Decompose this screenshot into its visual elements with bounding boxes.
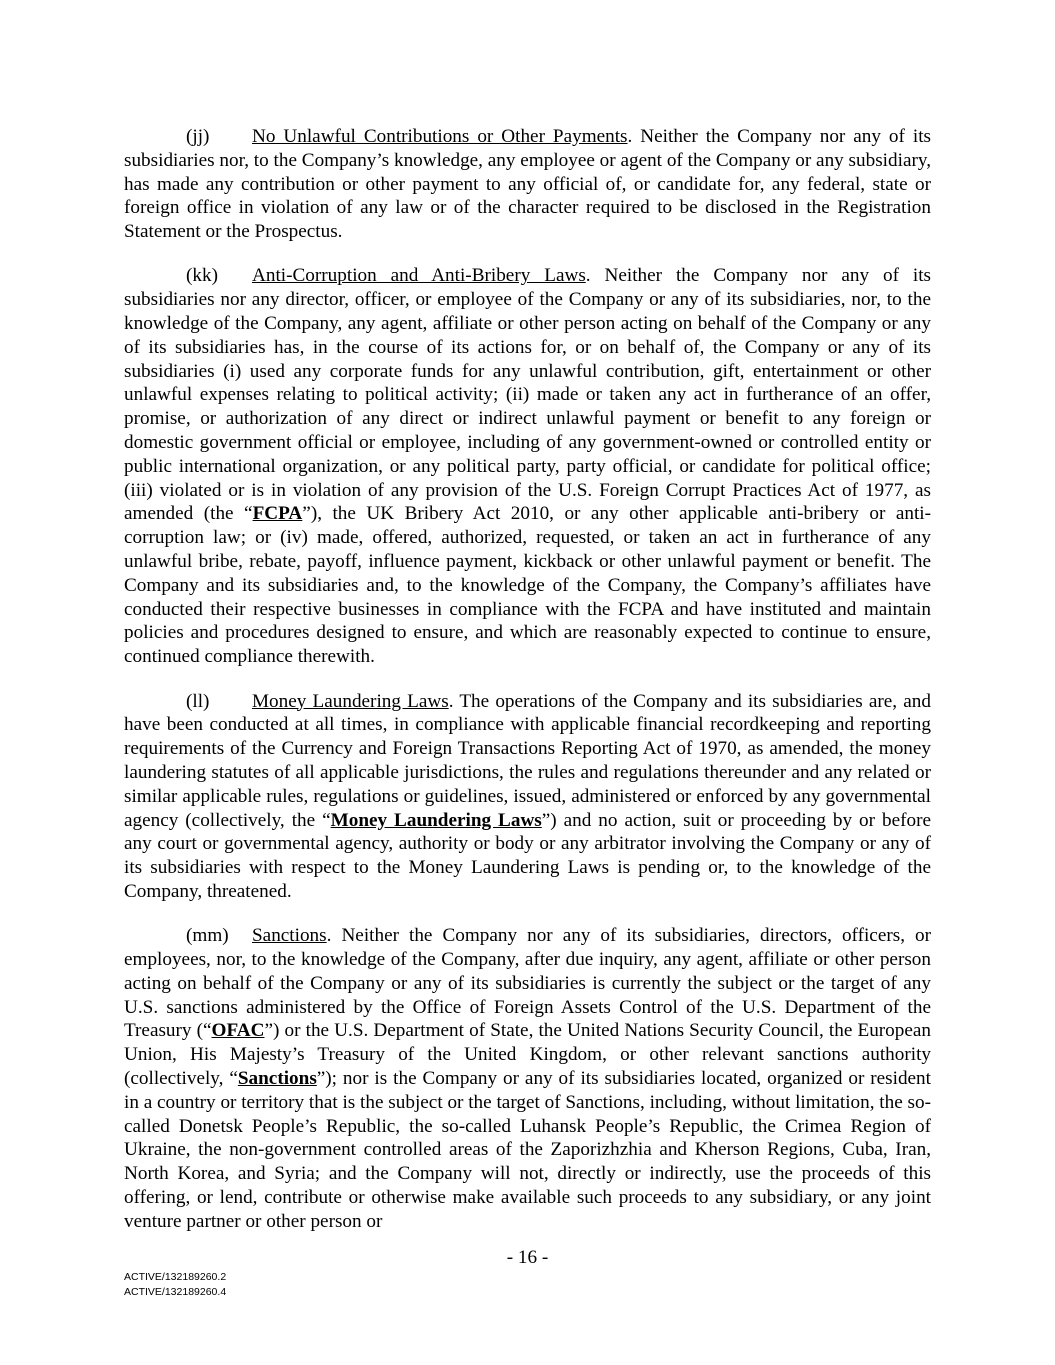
paragraph-heading: Anti-Corruption and Anti-Bribery Laws	[252, 265, 586, 287]
paragraph-kk	[124, 264, 931, 669]
paragraph-text: ”), the UK Bribery Act 2010, or any other applicable anti-bribery or anti-corruption law; or (iv) made, offered, authorized, requested, or taken an act in furtherance of any unlawful bribe, rebate, payoff, influence payment, kickback or other unlawful payment or benefit. The Company and its subsidiaries and, to the knowledge of the Company, the Company’s affiliates have conducted their respective businesses in compliance with the FCPA and have instituted and maintain policies and procedures designed to ensure, and which are reasonably expected to continue to ensure, continued compliance therewith.	[124, 503, 931, 668]
paragraph-number: (kk)	[186, 265, 218, 287]
paragraph-text: . Neither the Company nor any of its subsidiaries, directors, officers, or employees, nor, to the knowledge of the Company, after due inquiry, any agent, affiliate or other person acting on behalf of the Company or any of its subsidiaries is currently the subject or the target of any U.S. sanctions administered by the Office of Foreign Assets Control of the U.S. Department of the Treasury (“	[124, 925, 931, 1042]
document-body	[124, 125, 931, 1254]
paragraph-jj	[124, 125, 931, 244]
paragraph-text: . Neither the Company nor any of its subsidiaries nor, to the Company’s knowledge, any employee or agent of the Company or any subsidiary, has made any contribution or other payment to any official of, or candidate for, any federal, state or foreign office in violation of any law or of the character required to be disclosed in the Registration Statement or the Prospectus.	[124, 126, 932, 243]
defined-term-money-laundering-laws: Money Laundering Laws	[330, 809, 542, 831]
document-id: ACTIVE/132189260.4	[124, 1286, 227, 1298]
paragraph-mm	[124, 924, 931, 1233]
paragraph-heading: Sanctions	[252, 925, 327, 947]
paragraph-text: ”); nor is the Company or any of its subsidiaries located, organized or resident in a country or territory that is the subject or the target of Sanctions, including, without limitation, the so-called Donetsk People’s Republic, the so-called Luhansk People’s Republic, the Crimea Region of Ukraine, the non-government controlled areas of the Zaporizhzhia and Kherson Regions, Cuba, Iran, North Korea, and Syria; and the Company will not, directly or indirectly, use the proceeds of this offering, or lend, contribute or otherwise make available such proceeds to any subsidiary, or any joint venture partner or other person or	[124, 1067, 931, 1232]
paragraph-number: (jj)	[186, 126, 210, 147]
page-number: - 16 -	[506, 1247, 549, 1268]
paragraph-number: (ll)	[186, 690, 210, 712]
paragraph-heading: Money Laundering Laws	[252, 690, 449, 712]
paragraph-number: (mm)	[186, 925, 229, 947]
paragraph-text: ”) and no action, suit or proceeding by or before any court or governmental agency, authority or body or any arbitrator involving the Company or any of its subsidiaries with respect to the Money Laundering Laws is pending or, to the knowledge of the Company, threatened.	[124, 809, 931, 902]
paragraph-ll	[124, 690, 931, 904]
paragraph-text: . Neither the Company nor any of its subsidiaries nor any director, officer, or employee of the Company or any of its subsidiaries, nor, to the knowledge of the Company, any agent, affiliate or other person acting on behalf of the Company or any of its subsidiaries has, in the course of its actions for, or on behalf of, the Company or any of its subsidiaries (i) used any corporate funds for any unlawful contribution, gift, entertainment or other unlawful expenses relating to political activity; (ii) made or taken any act in furtherance of an offer, promise, or authorization of any direct or indirect unlawful payment or benefit to any foreign or domestic government official or employee, including of any government-owned or controlled entity or public international organization, or any political party, party official, or candidate for political office; (iii) violated or is in violation of any provision of the U.S. Foreign Corrupt Practices Act of 1977, as amended (the “	[124, 265, 932, 525]
defined-term-fcpa: FCPA	[252, 503, 303, 525]
defined-term-sanctions: Sanctions	[237, 1067, 317, 1089]
paragraph-text: ”) or the U.S. Department of State, the United Nations Security Council, the European Union, His Majesty’s Treasury of the United Kingdom, or other relevant sanctions authority (collectively, “	[124, 1020, 931, 1089]
paragraph-heading: No Unlawful Contributions or Other Payments	[252, 126, 628, 147]
document-id: ACTIVE/132189260.2	[124, 1271, 227, 1283]
defined-term-ofac: OFAC	[211, 1020, 265, 1042]
paragraph-text: . The operations of the Company and its subsidiaries are, and have been conducted at all times, in compliance with applicable financial recordkeeping and reporting requirements of the Currency and Foreign Transactions Reporting Act of 1970, as amended, the money laundering statutes of all applicable jurisdictions, the rules and regulations thereunder and any related or similar applicable rules, regulations or guidelines, issued, administered or enforced by any governmental agency (collectively, the “	[124, 690, 931, 831]
